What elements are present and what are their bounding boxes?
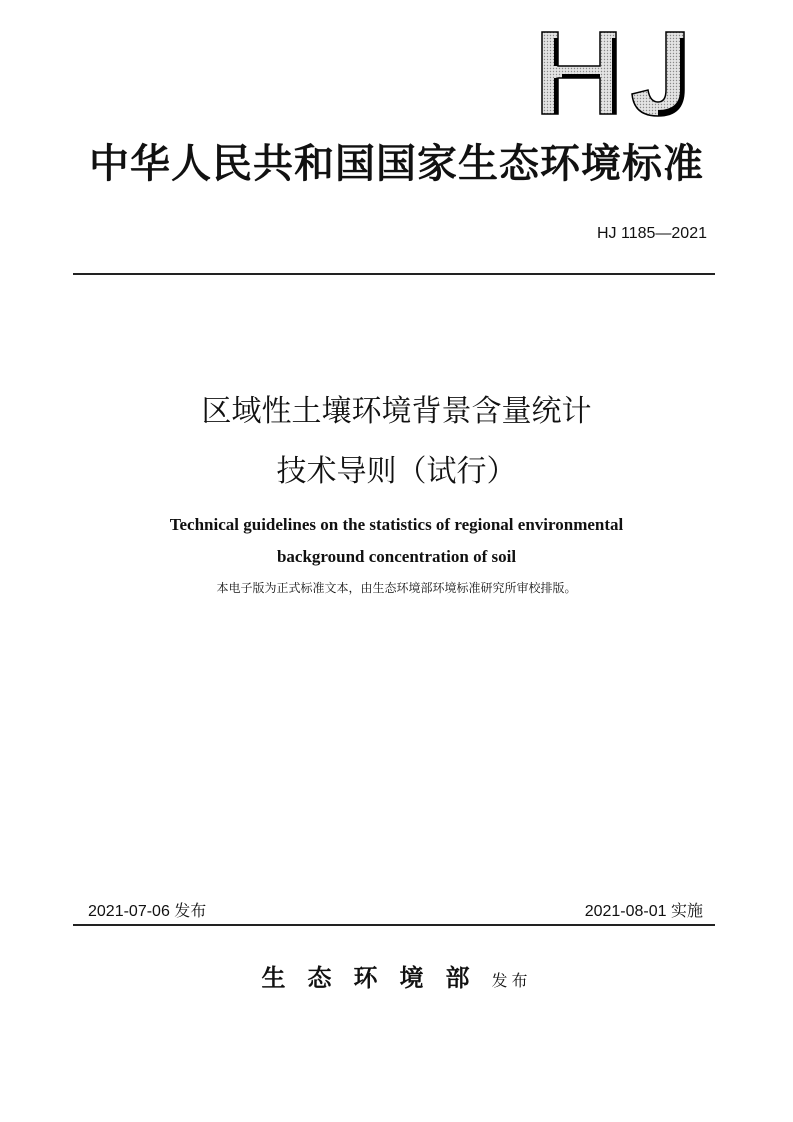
en-title-line2: background concentration of soil [276,547,517,566]
hj-logo-icon [534,28,694,118]
standard-number: HJ 1185—2021 [597,225,707,242]
implement-date: 2021-08-01 实施 [584,903,703,920]
bottom-divider [73,924,715,926]
issue-date: 2021-07-06 发布 [88,903,207,920]
issuer-action: 发布 [491,971,532,990]
edition-note: 本电子版为正式标准文本，由生态环境部环境标准研究所审校排版。 [216,581,577,595]
national-standard-heading: 中华人民共和国国家生态环境标准 [89,140,704,187]
issuer [0,962,793,997]
issuer-org: 生态环境部 [261,963,492,992]
cn-title-line1: 区域性土壤环境背景含量统计 [201,394,592,429]
cn-title-line2: 技术导则（试行） [276,454,517,489]
en-title-line1: Technical guidelines on the statistics of regional environmental [169,515,624,534]
top-divider [73,273,715,275]
